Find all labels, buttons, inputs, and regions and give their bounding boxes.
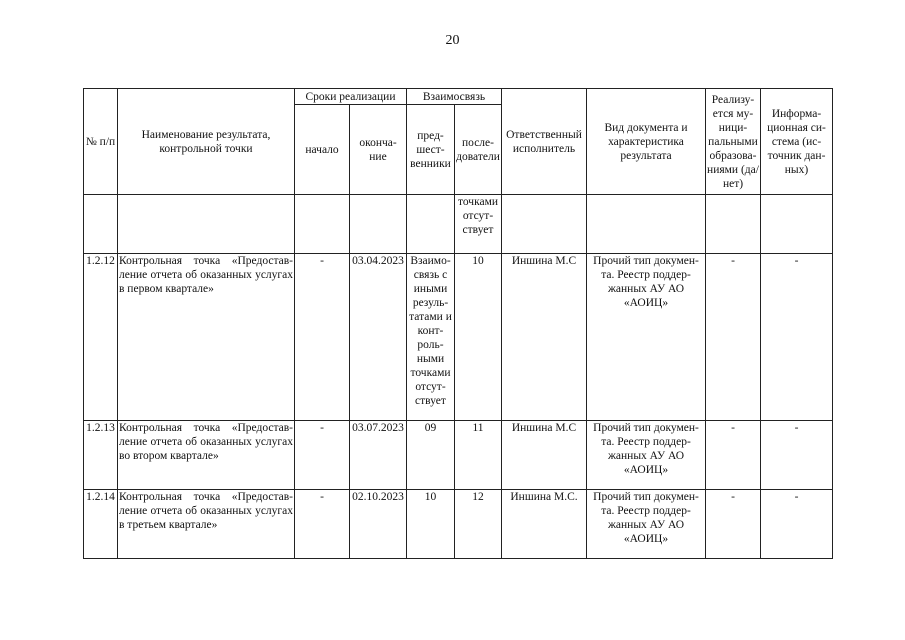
header-end: оконча-ние	[350, 105, 407, 195]
row-start: -	[295, 254, 350, 421]
row-municipal: -	[706, 490, 761, 559]
table-row	[84, 490, 833, 559]
row-start: -	[295, 421, 350, 490]
cont-num	[84, 195, 118, 254]
header-terms: Сроки реализации	[295, 89, 407, 105]
row-doc-type: Прочий тип докумен-та. Реестр поддер-жанных АУ АО «АОИЦ»	[587, 254, 706, 421]
header-name: Наименование результата, контрольной точки	[118, 89, 295, 195]
table-row	[84, 254, 833, 421]
row-end: 03.07.2023	[350, 421, 407, 490]
row-info-system: -	[761, 254, 833, 421]
row-info-system: -	[761, 490, 833, 559]
row-responsible: Иншина М.С	[502, 254, 587, 421]
row-name: Контрольная точка «Предостав-ление отчета об оказанных услугах во втором квартале»	[118, 421, 295, 490]
cont-name	[118, 195, 295, 254]
row-num: 1.2.13	[84, 421, 118, 490]
continuation-row	[84, 195, 833, 254]
cont-doc-type	[587, 195, 706, 254]
page-number: 20	[445, 33, 460, 48]
row-predecessors: 10	[407, 490, 455, 559]
row-info-system: -	[761, 421, 833, 490]
row-municipal: -	[706, 254, 761, 421]
row-end: 03.04.2023	[350, 254, 407, 421]
row-start: -	[295, 490, 350, 559]
plan-table	[83, 88, 833, 559]
row-successors: 12	[455, 490, 502, 559]
row-name: Контрольная точка «Предостав-ление отчета об оказанных услугах в первом квартале»	[118, 254, 295, 421]
row-predecessors: Взаимо-связь с иными резуль-татами и конт-роль-ными точками отсут-ствует	[407, 254, 455, 421]
cont-end	[350, 195, 407, 254]
header-successors: после-дователи	[455, 105, 502, 195]
row-successors: 10	[455, 254, 502, 421]
row-num: 1.2.12	[84, 254, 118, 421]
row-municipal: -	[706, 421, 761, 490]
header-row-top	[84, 89, 833, 105]
cont-predecessors	[407, 195, 455, 254]
table-row	[84, 421, 833, 490]
cont-start	[295, 195, 350, 254]
row-predecessors: 09	[407, 421, 455, 490]
header-info-system: Информа-ционная си-стема (ис-точник дан-ных)	[761, 89, 833, 195]
row-responsible: Иншина М.С.	[502, 490, 587, 559]
header-num: № п/п	[84, 89, 118, 195]
header-start: начало	[295, 105, 350, 195]
header-doc-type: Вид документа и характеристика результата	[587, 89, 706, 195]
row-doc-type: Прочий тип докумен-та. Реестр поддер-жанных АУ АО «АОИЦ»	[587, 421, 706, 490]
header-predecessors: пред-шест-венники	[407, 105, 455, 195]
header-link: Взаимосвязь	[407, 89, 502, 105]
row-name: Контрольная точка «Предостав-ление отчета об оказанных услугах в третьем квартале»	[118, 490, 295, 559]
cont-responsible	[502, 195, 587, 254]
header-municipal: Реализу-ется му-ници-пальными образова-ниями (да/нет)	[706, 89, 761, 195]
row-end: 02.10.2023	[350, 490, 407, 559]
row-num: 1.2.14	[84, 490, 118, 559]
cont-municipal	[706, 195, 761, 254]
header-responsible: Ответственный исполнитель	[502, 89, 587, 195]
row-responsible: Иншина М.С	[502, 421, 587, 490]
cont-info-system	[761, 195, 833, 254]
row-doc-type: Прочий тип докумен-та. Реестр поддер-жанных АУ АО «АОИЦ»	[587, 490, 706, 559]
cont-successors-tail: точками отсут-ствует	[455, 195, 502, 254]
row-successors: 11	[455, 421, 502, 490]
